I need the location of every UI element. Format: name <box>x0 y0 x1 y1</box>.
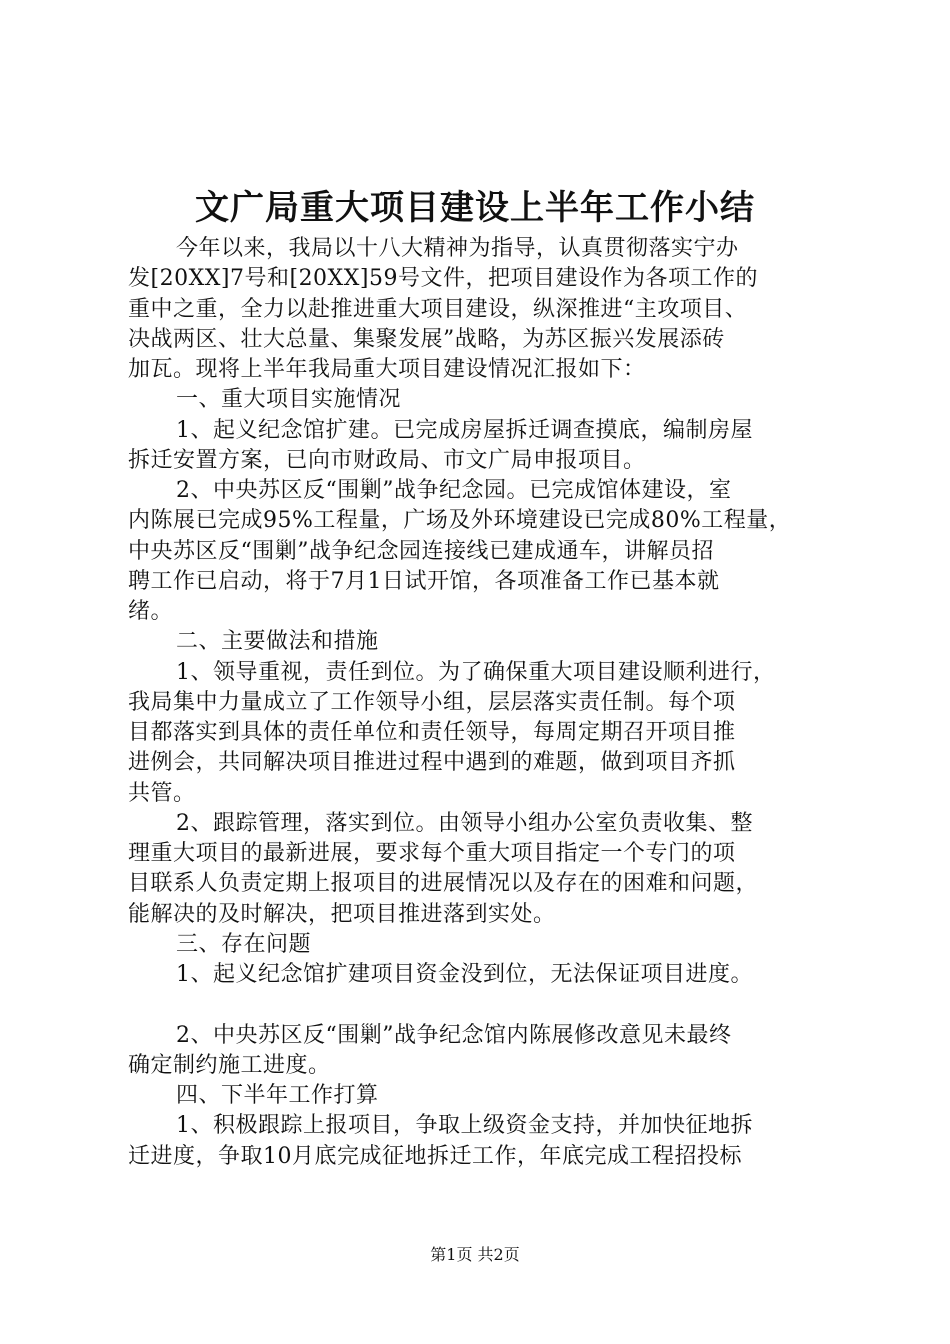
paragraph-line: 聘工作已启动，将于7月1日试开馆，各项准备工作已基本就 <box>128 568 720 594</box>
paragraph-line: 绪。 <box>128 599 174 624</box>
section-heading: 三、存在问题 <box>176 931 312 957</box>
paragraph-line: 中央苏区反“围剿”战争纪念园连接线已建成通车，讲解员招 <box>128 538 714 564</box>
paragraph-line: 重中之重，全力以赴推进重大项目建设，纵深推进“主攻项目、 <box>128 296 748 322</box>
paragraph-line: 加瓦。现将上半年我局重大项目建设情况汇报如下： <box>128 357 646 382</box>
paragraph-line: 理重大项目的最新进展，要求每个重大项目指定一个专门的项 <box>128 841 736 866</box>
section-heading: 二、主要做法和措施 <box>176 629 379 655</box>
paragraph-line: 目都落实到具体的责任单位和责任领导，每周定期召开项目推 <box>128 720 736 745</box>
paragraph-line: 发[20XX]7号和[20XX]59号文件，把项目建设作为各项工作的 <box>128 266 758 292</box>
paragraph-line: 1、起义纪念馆扩建项目资金没到位，无法保证项目进度。 <box>176 962 753 987</box>
paragraph-line: 迁进度，争取10月底完成征地拆迁工作，年底完成工程招投标 <box>128 1143 742 1169</box>
paragraph-line: 1、领导重视，责任到位。为了确保重大项目建设顺利进行， <box>176 659 776 685</box>
page-footer: 第1页 共2页 <box>430 1245 520 1264</box>
paragraph-line: 共管。 <box>128 780 196 806</box>
section-heading: 四、下半年工作打算 <box>176 1083 379 1108</box>
paragraph-line: 2、中央苏区反“围剿”战争纪念园。已完成馆体建设，室 <box>176 478 732 503</box>
paragraph-line: 2、中央苏区反“围剿”战争纪念馆内陈展修改意见未最终 <box>176 1022 732 1048</box>
blank-line <box>128 990 840 1020</box>
paragraph-line: 我局集中力量成立了工作领导小组，层层落实责任制。每个项 <box>128 689 736 715</box>
paragraph-line: 决战两区、壮大总量、集聚发展”战略，为苏区振兴发展添砖 <box>128 326 725 352</box>
document-title: 文广局重大项目建设上半年工作小结 <box>195 188 755 228</box>
paragraph-line: 确定制约施工进度。 <box>128 1052 331 1078</box>
paragraph-line: 能解决的及时解决，把项目推进落到实处。 <box>128 901 556 927</box>
paragraph-line: 内陈展已完成95%工程量，广场及外环境建设已完成80%工程量， <box>128 508 792 534</box>
paragraph-line: 今年以来，我局以十八大精神为指导，认真贯彻落实宁办 <box>176 236 739 261</box>
document-body <box>128 234 840 1172</box>
paragraph-line: 1、起义纪念馆扩建。已完成房屋拆迁调查摸底，编制房屋 <box>176 417 753 443</box>
section-heading: 一、重大项目实施情况 <box>176 387 402 413</box>
paragraph-line: 1、积极跟踪上报项目，争取上级资金支持，并加快征地拆 <box>176 1113 753 1139</box>
paragraph-line: 拆迁安置方案，已向市财政局、市文广局申报项目。 <box>128 447 646 473</box>
paragraph-line: 2、跟踪管理，落实到位。由领导小组办公室负责收集、整 <box>176 810 753 836</box>
paragraph-line: 进例会，共同解决项目推进过程中遇到的难题，做到项目齐抓 <box>128 750 736 776</box>
paragraph-line: 目联系人负责定期上报项目的进展情况以及存在的困难和问题， <box>128 871 759 897</box>
